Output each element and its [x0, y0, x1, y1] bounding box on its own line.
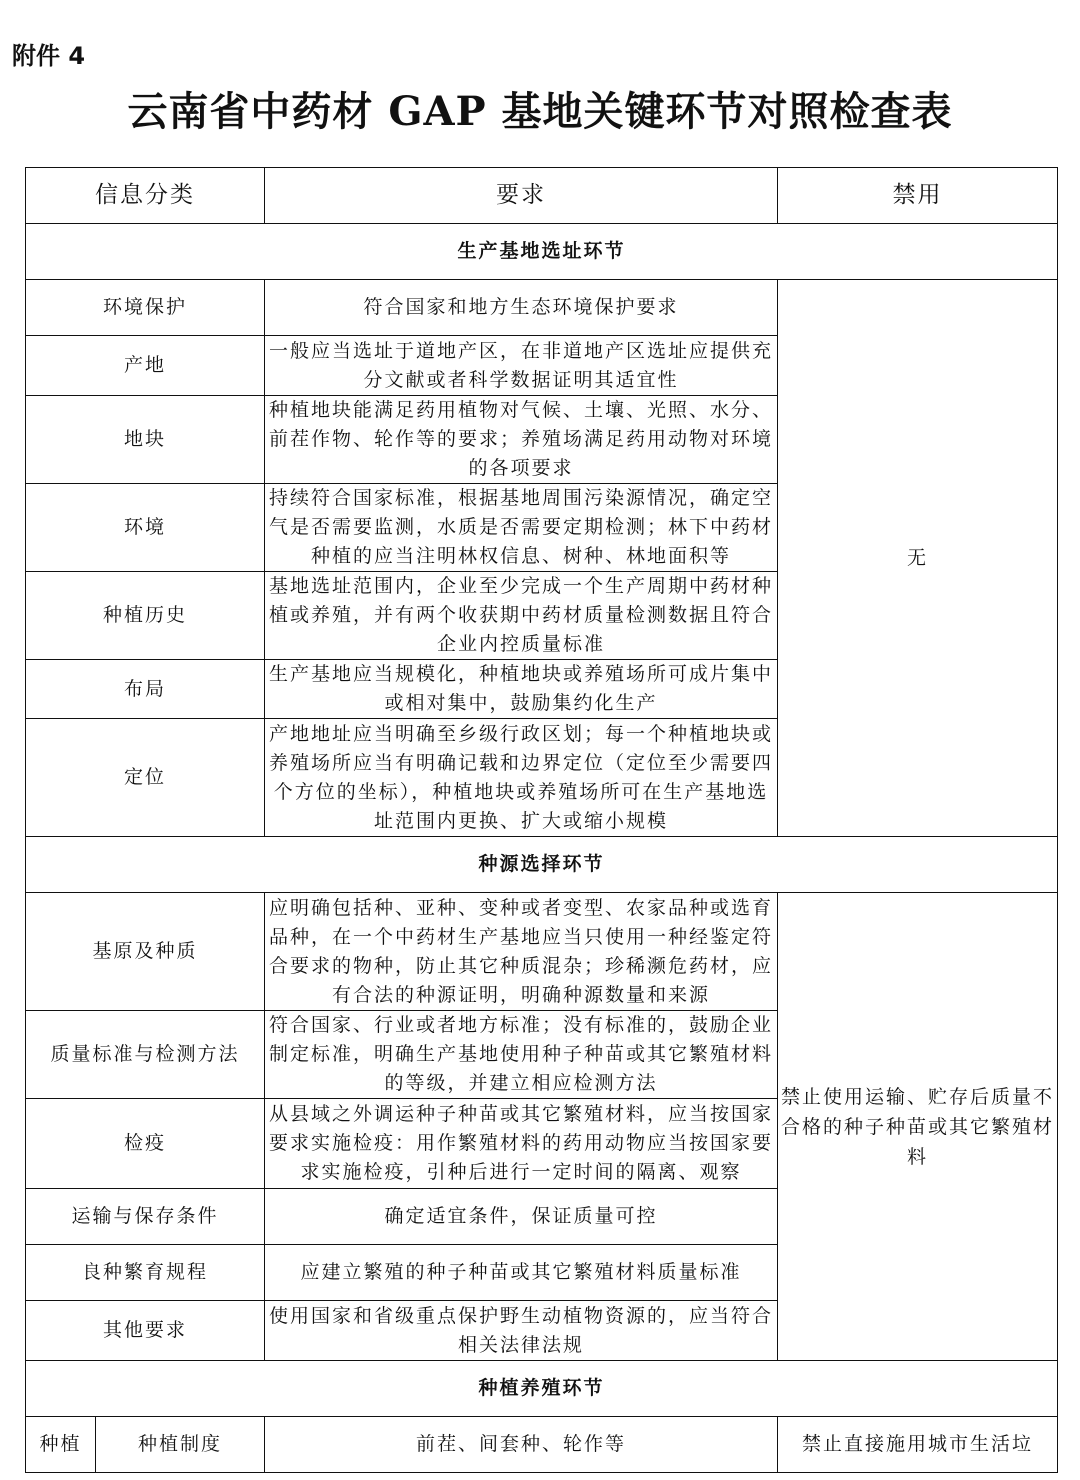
row-requirement: 一般应当选址于道地产区，在非道地产区选址应提供充分文献或者科学数据证明其适宜性 [265, 336, 778, 396]
row-category: 基原及种质 [26, 893, 265, 1011]
row-category: 种植制度 [96, 1417, 265, 1473]
row-category: 环境 [26, 484, 265, 572]
row-category: 定位 [26, 719, 265, 837]
row-requirement: 从县域之外调运种子种苗或其它繁殖材料，应当按国家要求实施检疫：用作繁殖材料的药用动物应当按国家要求实施检疫，引种后进行一定时间的隔离、观察 [265, 1099, 778, 1189]
row-category: 检疫 [26, 1099, 265, 1189]
table-row [26, 280, 1058, 336]
row-prohibited: 禁止直接施用城市生活垃 [778, 1417, 1058, 1473]
row-group: 种植 [26, 1417, 96, 1473]
row-category: 质量标准与检测方法 [26, 1011, 265, 1099]
row-category: 运输与保存条件 [26, 1189, 265, 1245]
row-requirement: 前茬、间套种、轮作等 [265, 1417, 778, 1473]
row-category: 产地 [26, 336, 265, 396]
section-title: 生产基地选址环节 [26, 224, 1058, 280]
section-prohibited: 禁止使用运输、贮存后质量不合格的种子种苗或其它繁殖材料 [778, 893, 1058, 1361]
section-row [26, 1361, 1058, 1417]
row-category: 布局 [26, 660, 265, 719]
row-category: 良种繁育规程 [26, 1245, 265, 1301]
header-category: 信息分类 [26, 168, 265, 224]
table-row [26, 1417, 1058, 1473]
table-row [26, 893, 1058, 1011]
row-category: 地块 [26, 396, 265, 484]
row-requirement: 产地地址应当明确至乡级行政区划；每一个种植地块或养殖场所应当有明确记载和边界定位（定位至少需要四个方位的坐标），种植地块或养殖场所可在生产基地选址范围内更换、扩大或缩小规模 [265, 719, 778, 837]
row-requirement: 符合国家、行业或者地方标准；没有标准的，鼓励企业制定标准，明确生产基地使用种子种苗或其它繁殖材料的等级，并建立相应检测方法 [265, 1011, 778, 1099]
checklist-table [25, 167, 1058, 1473]
section-prohibited: 无 [778, 280, 1058, 837]
row-requirement: 种植地块能满足药用植物对气候、土壤、光照、水分、前茬作物、轮作等的要求；养殖场满足药用动物对环境的各项要求 [265, 396, 778, 484]
row-category: 环境保护 [26, 280, 265, 336]
row-requirement: 持续符合国家标准，根据基地周围污染源情况，确定空气是否需要监测，水质是否需要定期检测；林下中药材种植的应当注明林权信息、树种、林地面积等 [265, 484, 778, 572]
row-requirement: 基地选址范围内，企业至少完成一个生产周期中药材种植或养殖，并有两个收获期中药材质量检测数据且符合企业内控质量标准 [265, 572, 778, 660]
section-row [26, 224, 1058, 280]
section-row [26, 837, 1058, 893]
header-prohibited: 禁用 [778, 168, 1058, 224]
row-requirement: 符合国家和地方生态环境保护要求 [265, 280, 778, 336]
header-requirement: 要求 [265, 168, 778, 224]
row-requirement: 使用国家和省级重点保护野生动植物资源的，应当符合相关法律法规 [265, 1301, 778, 1361]
section-title: 种源选择环节 [26, 837, 1058, 893]
attachment-label: 附件 4 [12, 42, 86, 70]
table-header-row [26, 168, 1058, 224]
row-category: 其他要求 [26, 1301, 265, 1361]
page-title: 云南省中药材 GAP 基地关键环节对照检查表 [127, 88, 953, 135]
row-requirement: 应明确包括种、亚种、变种或者变型、农家品种或选育品种，在一个中药材生产基地应当只使用一种经鉴定符合要求的物种，防止其它种质混杂；珍稀濒危药材，应有合法的种源证明，明确种源数量和来源 [265, 893, 778, 1011]
row-requirement: 确定适宜条件，保证质量可控 [265, 1189, 778, 1245]
row-requirement: 生产基地应当规模化，种植地块或养殖场所可成片集中或相对集中，鼓励集约化生产 [265, 660, 778, 719]
section-title: 种植养殖环节 [26, 1361, 1058, 1417]
row-category: 种植历史 [26, 572, 265, 660]
row-requirement: 应建立繁殖的种子种苗或其它繁殖材料质量标准 [265, 1245, 778, 1301]
